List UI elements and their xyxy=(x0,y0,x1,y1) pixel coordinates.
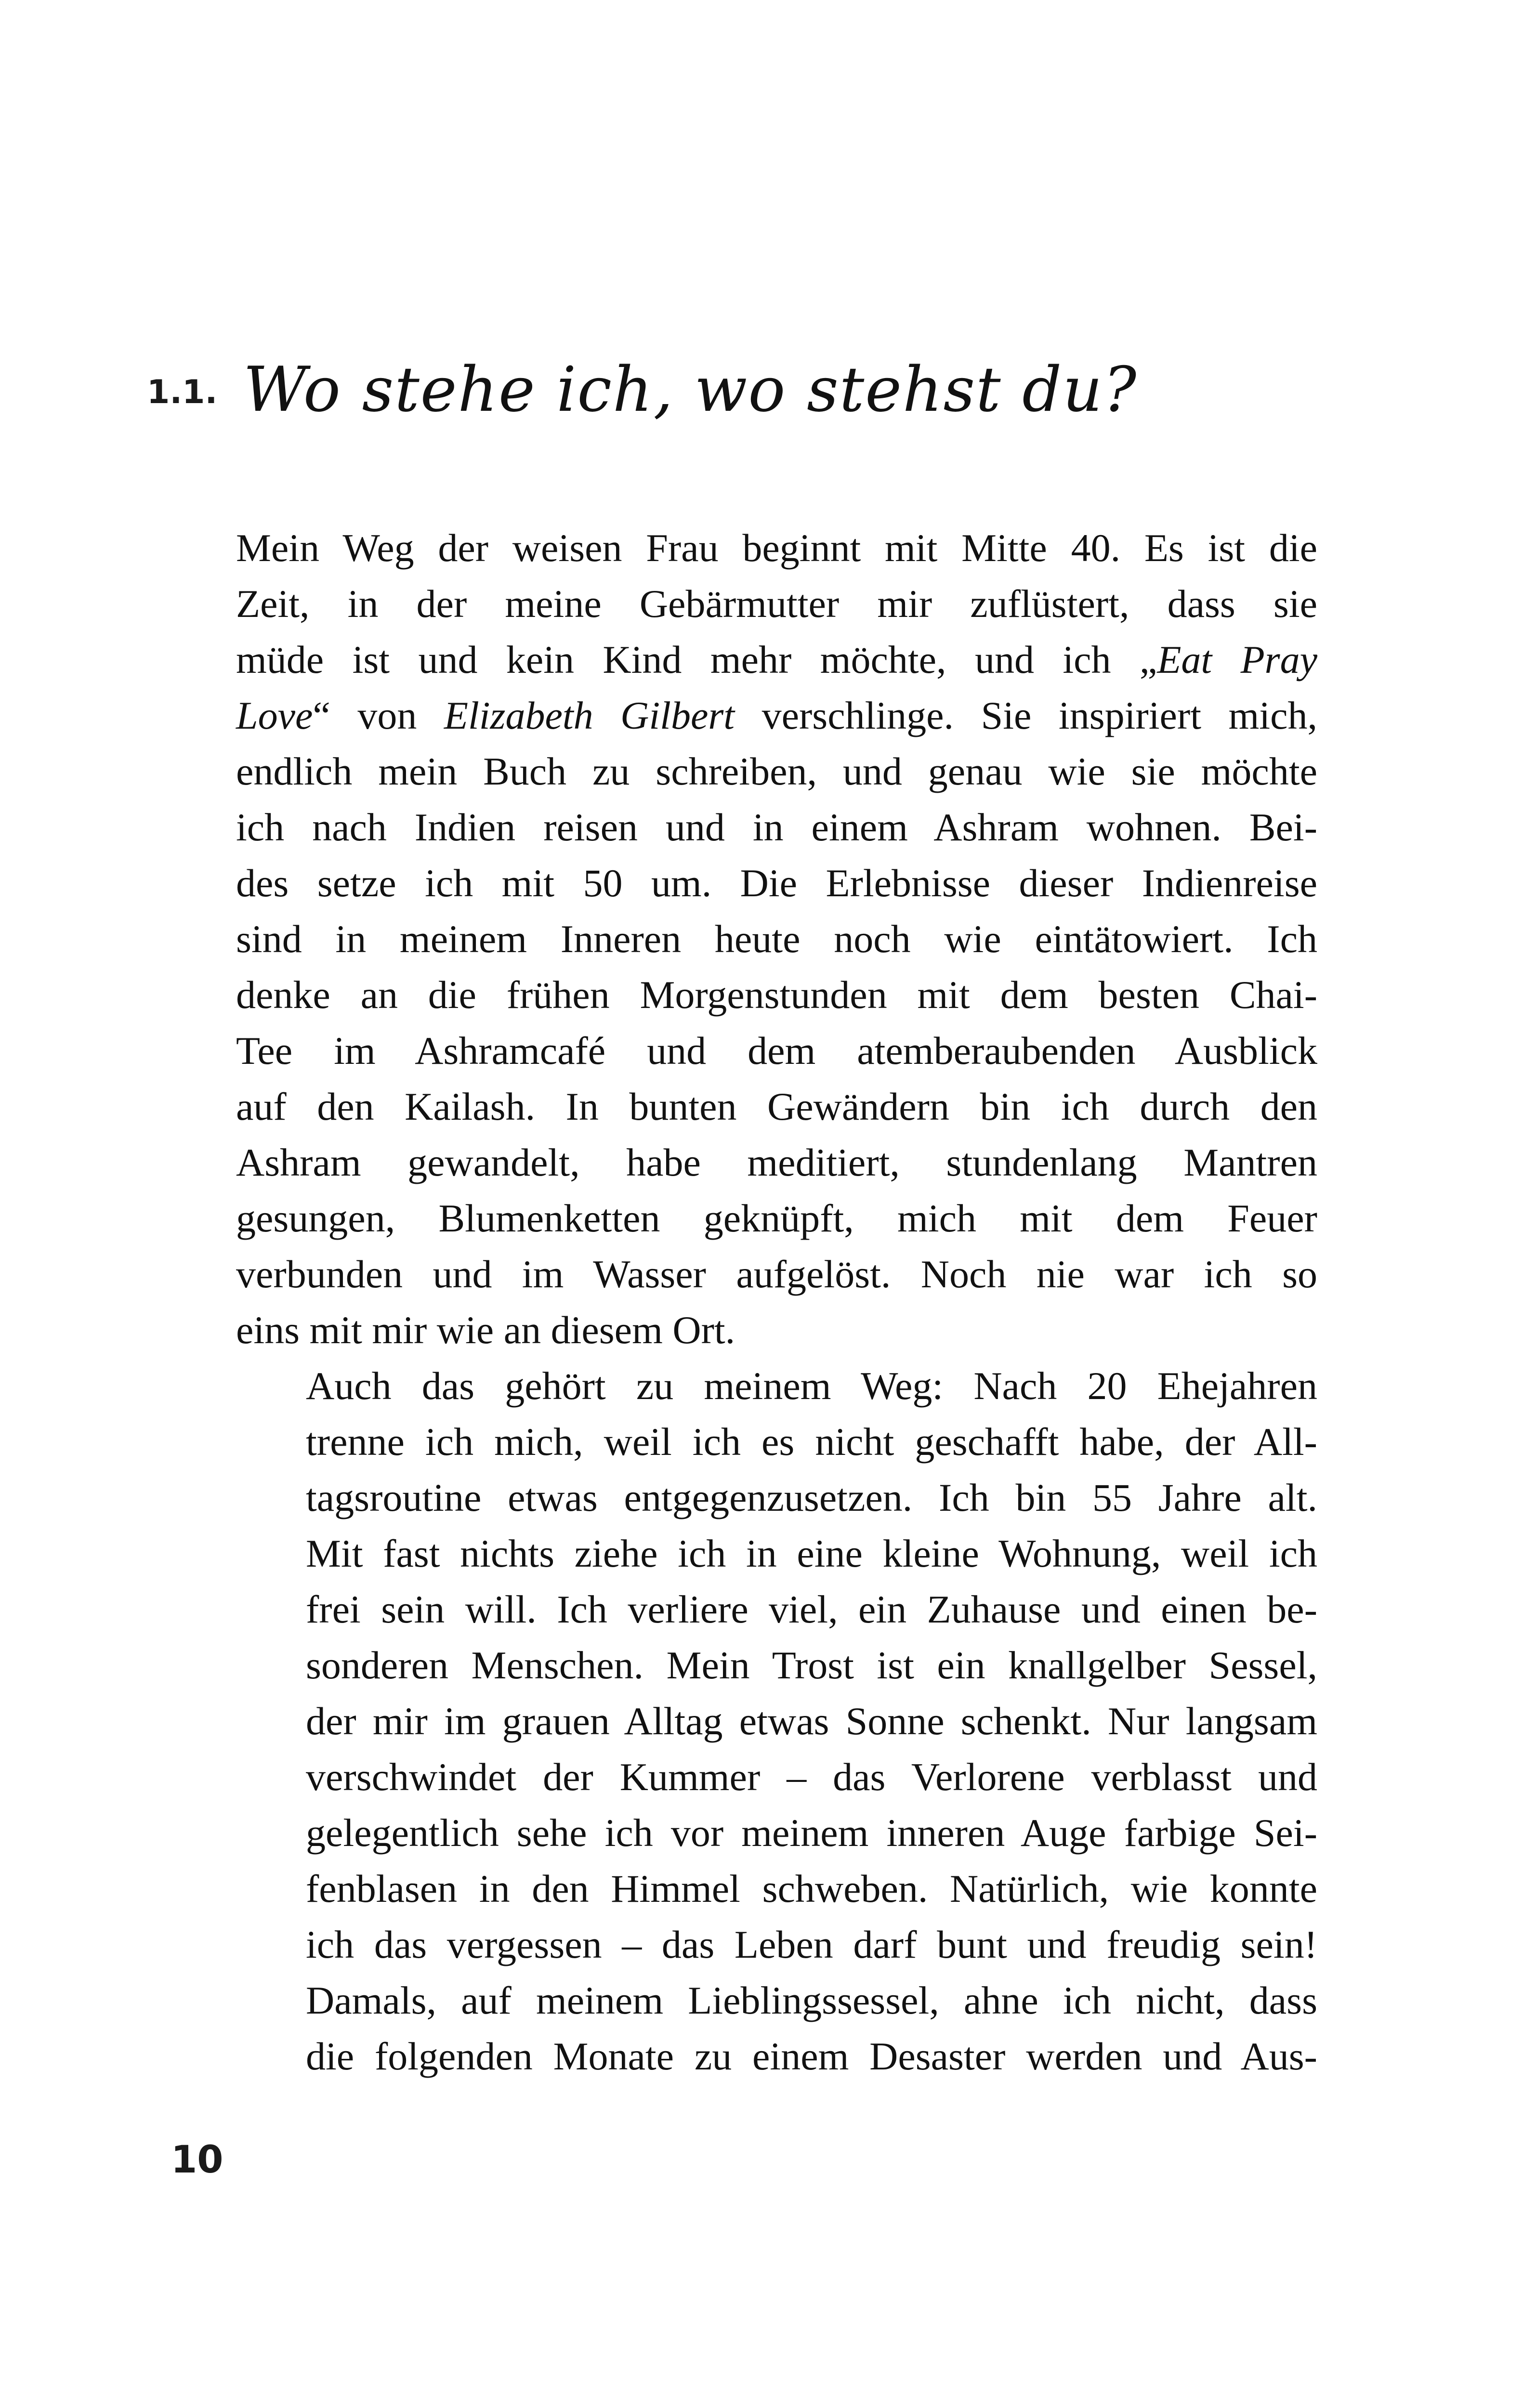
text-line: verbunden und im Wasser aufgelöst. Noch nie war ich so xyxy=(236,1252,1317,1296)
text-line: gesungen, Blumenketten geknüpft, mich mit dem Feuer xyxy=(236,1196,1317,1240)
text-line: fenblasen in den Himmel schweben. Natürlich, wie konnte xyxy=(306,1867,1317,1911)
text-line: Love“ von Elizabeth Gilbert verschlinge. Sie inspiriert mich, xyxy=(236,694,1317,737)
text-line: auf den Kailash. In bunten Gewändern bin ich durch den xyxy=(236,1085,1317,1128)
text-line: verschwindet der Kummer – das Verlorene verblasst und xyxy=(306,1755,1317,1799)
text-line: denke an die frühen Morgenstunden mit dem besten Chai- xyxy=(236,973,1317,1017)
text-line: müde ist und kein Kind mehr möchte, und ich „Eat Pray xyxy=(236,638,1317,681)
text-line: frei sein will. Ich verliere viel, ein Zuhause und einen be- xyxy=(306,1587,1317,1631)
text-line: eins mit mir wie an diesem Ort. xyxy=(236,1308,735,1352)
text-line: endlich mein Buch zu schreiben, und genau wie sie möchte xyxy=(236,749,1317,793)
text-line: gelegentlich sehe ich vor meinem inneren Auge farbige Sei- xyxy=(306,1811,1317,1855)
text-line: die folgenden Monate zu einem Desaster werden und Aus- xyxy=(306,2034,1317,2078)
text-line: Zeit, in der meine Gebärmutter mir zuflüstert, dass sie xyxy=(236,582,1317,626)
body-text xyxy=(236,520,1317,2084)
text-line: trenne ich mich, weil ich es nicht geschafft habe, der All- xyxy=(306,1420,1317,1464)
section-title: Wo stehe ich, wo stehst du? xyxy=(243,354,1138,426)
text-line: tagsroutine etwas entgegenzusetzen. Ich bin 55 Jahre alt. xyxy=(306,1476,1317,1519)
text-line: des setze ich mit 50 um. Die Erlebnisse dieser Indienreise xyxy=(236,861,1317,905)
text-line: ich nach Indien reisen und in einem Ashram wohnen. Bei- xyxy=(236,805,1317,849)
text-line: sind in meinem Inneren heute noch wie eintätowiert. Ich xyxy=(236,917,1317,961)
paragraph-2 xyxy=(236,1358,1317,2084)
text-line: Auch das gehört zu meinem Weg: Nach 20 Ehejahren xyxy=(306,1364,1317,1408)
text-line: sonderen Menschen. Mein Trost ist ein knallgelber Sessel, xyxy=(306,1643,1317,1687)
paragraph-1 xyxy=(236,520,1317,1358)
text-line: Tee im Ashramcafé und dem atemberaubenden Ausblick xyxy=(236,1029,1317,1073)
text-line: Damals, auf meinem Lieblingssessel, ahne ich nicht, dass xyxy=(306,1978,1317,2022)
text-line: Mein Weg der weisen Frau beginnt mit Mitte 40. Es ist die xyxy=(236,526,1317,570)
text-line: der mir im grauen Alltag etwas Sonne schenkt. Nur langsam xyxy=(306,1699,1317,1743)
text-line: Mit fast nichts ziehe ich in eine kleine Wohnung, weil ich xyxy=(306,1531,1317,1575)
text-line: Ashram gewandelt, habe meditiert, stundenlang Mantren xyxy=(236,1140,1317,1184)
section-number: 1.1. xyxy=(147,373,218,411)
page-number: 10 xyxy=(171,2138,223,2182)
text-line: ich das vergessen – das Leben darf bunt und freudig sein! xyxy=(306,1923,1317,1966)
